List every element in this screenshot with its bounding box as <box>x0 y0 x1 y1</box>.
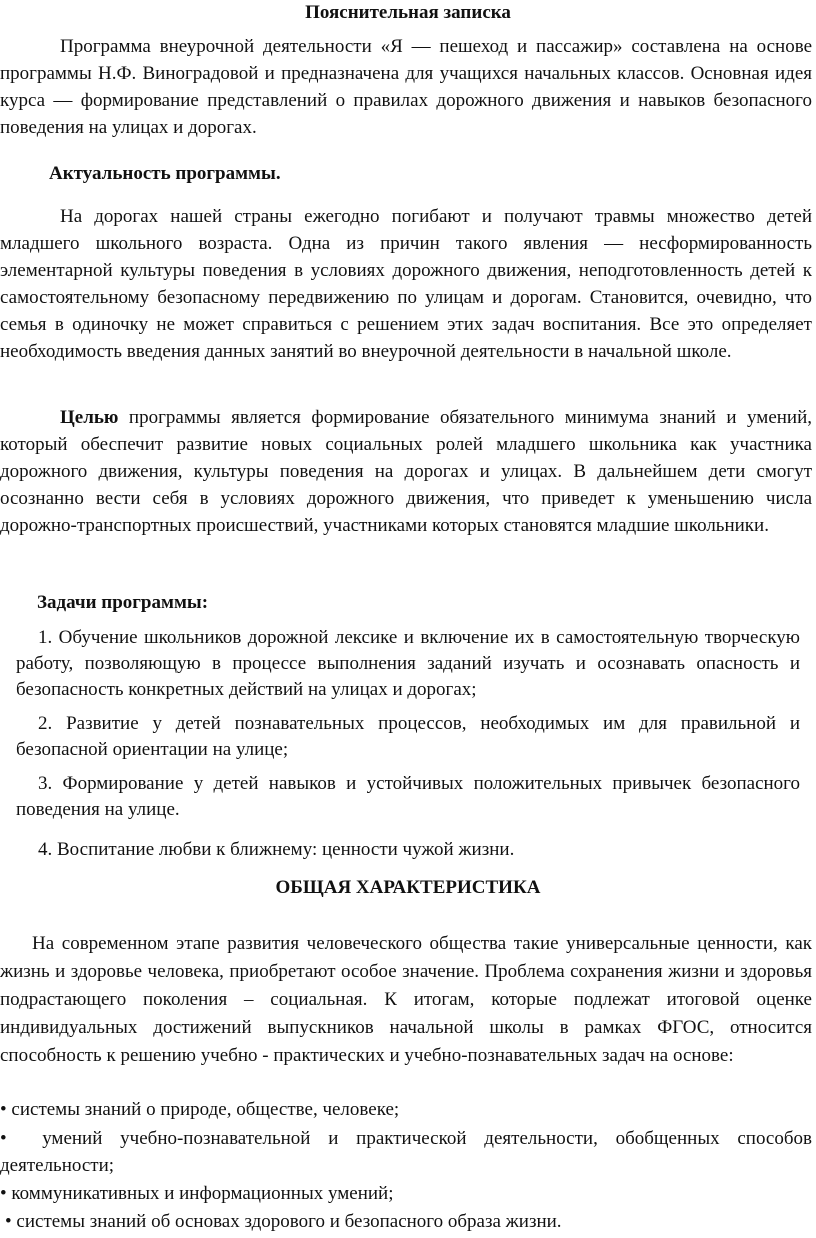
goal-text: программы является формирование обязательного минимума знаний и умений, который обеспечит развитие новых социальных ролей младшего школьника как участника дорожного движения, культуры поведения на дорогах и улицах. В дальнейшем дети смогут осознанно вести себя в условиях дорожного движения, что приведет к уменьшению числа дорожно-транспортных происшествий, участниками которых становятся младшие школьники. <box>0 407 812 536</box>
goal-paragraph <box>0 404 812 539</box>
intro-paragraph: Программа внеурочной деятельности «Я — пешеход и пассажир» составлена на основе программы Н.Ф. Виноградовой и предназначена для учащихся начальных классов. Основная идея курса — формирование представлений о правилах дорожного движения и навыков безопасного поведения на улицах и дорогах. <box>0 36 812 138</box>
bullet-item-1: • системы знаний о природе, обществе, человеке; <box>0 1096 812 1123</box>
bullet-item-4: • системы знаний об основах здорового и безопасного образа жизни. <box>5 1208 812 1235</box>
general-paragraph: На современном этапе развития человеческого общества такие универсальные ценности, как жизнь и здоровье человека, приобретают особое значение. Проблема сохранения жизни и здоровья подрастающего поколения – социальная. К итогам, которые подлежат итоговой оценке индивидуальных достижений выпускников начальной школы в рамках ФГОС, относится способность к решению учебно - практических и учебно-познавательных задач на основе: <box>0 933 812 1066</box>
relevance-paragraph: На дорогах нашей страны ежегодно погибают и получают травмы множество детей младшего школьного возраста. Одна из причин такого явления — несформированность элементарной культуры поведения в условиях дорожного движения, неподготовленность детей к самостоятельному безопасному передвижению по улицам и дорогам. Становится, очевидно, что семья в одиночку не может справиться с решением этих задач воспитания. Все это определяет необходимость введения данных занятий во внеурочной деятельности в начальной школе. <box>0 206 812 362</box>
bullet-icon: • <box>0 1183 7 1204</box>
bullet-item-3: • коммуникативных и информационных умений; <box>0 1180 812 1207</box>
bullet-icon: • <box>0 1099 7 1120</box>
bullet-icon: • <box>0 1128 7 1149</box>
task-item-3: 3. Формирование у детей навыков и устойчивых положительных привычек безопасного поведения на улице. <box>16 773 800 820</box>
task-item-1: 1. Обучение школьников дорожной лексике и включение их в самостоятельную творческую работу, позволяющую в процессе выполнения заданий изучать и осознавать опасность и безопасность конкретных действий на улицах и дорогах; <box>16 627 800 700</box>
document-title: Пояснительная записка <box>305 2 511 23</box>
bullet-icon: • <box>5 1211 12 1232</box>
relevance-heading: Актуальность программы. <box>49 163 281 184</box>
task-item-2: 2. Развитие у детей познавательных процессов, необходимых им для правильной и безопасной ориентации на улице; <box>16 713 800 760</box>
tasks-heading: Задачи программы: <box>37 592 209 613</box>
general-heading: ОБЩАЯ ХАРАКТЕРИСТИКА <box>275 877 541 898</box>
bullet-item-2: • умений учебно-познавательной и практической деятельности, обобщенных способов деятельности; <box>0 1125 812 1179</box>
goal-lead: Целью <box>60 407 119 428</box>
task-item-4: 4. Воспитание любви к ближнему: ценности чужой жизни. <box>38 839 515 860</box>
